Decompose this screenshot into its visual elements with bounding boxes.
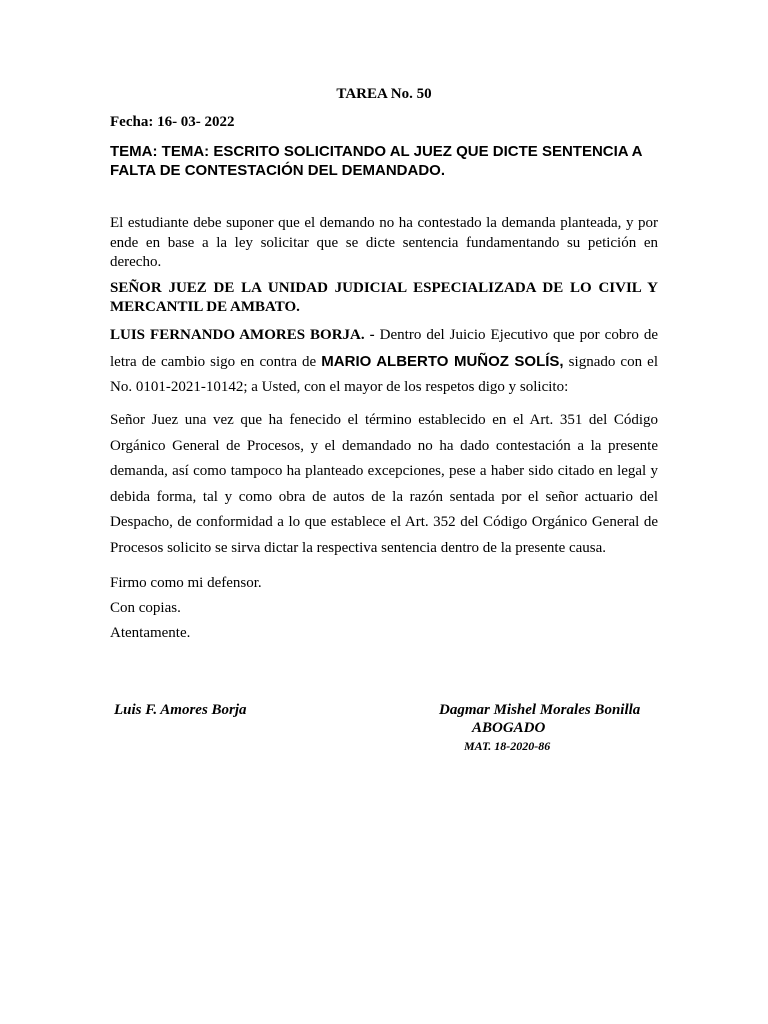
intro-paragraph: El estudiante debe suponer que el demando no ha contestado la demanda planteada, y por ende en base a la ley solicitar que se dicte sentencia fundamentando su petición en derecho.: [110, 215, 658, 270]
addressee-heading: SEÑOR JUEZ DE LA UNIDAD JUDICIAL ESPECIALIZADA DE LO CIVIL Y MERCANTIL DE AMBATO.: [110, 280, 658, 315]
topic-heading: TEMA: TEMA: ESCRITO SOLICITANDO AL JUEZ QUE DICTE SENTENCIA A FALTA DE CONTESTACIÓN DEL DEMANDADO.: [110, 143, 642, 179]
signature-right-name: Dagmar Mishel Morales Bonilla: [439, 702, 641, 718]
signature-right-title: ABOGADO: [472, 720, 546, 736]
petition-text-b: signado con el No. 0101-2021-10142; a Usted, con el mayor de los respetos digo y solicito:: [110, 353, 658, 395]
closing-line-defensor: Firmo como mi defensor.: [110, 575, 262, 591]
closing-line-copias: Con copias.: [110, 600, 181, 616]
document-title: TAREA No. 50: [336, 86, 432, 102]
closing-line-atentamente: Atentamente.: [110, 625, 191, 641]
closing-block: [110, 571, 262, 646]
defendant-name: MARIO ALBERTO MUÑOZ SOLÍS,: [321, 352, 564, 370]
signature-right-registration: MAT. 18-2020-86: [464, 739, 551, 753]
signature-left-name: Luis F. Amores Borja: [114, 702, 247, 718]
request-paragraph: Señor Juez una vez que ha fenecido el término establecido en el Art. 351 del Código Orgánico General de Procesos, y el demandado no ha dado contestación a la presente demanda, así como tampoco ha planteado excepciones, pese a haber sido citado en legal y debida forma, tal y como obra de autos de la razón sentada por el señor actuario del Despacho, de conformidad a lo que establece el Art. 352 del Código Orgánico General de Procesos solicito se sirva dictar la respectiva sentencia dentro de la presente causa.: [110, 412, 658, 556]
plaintiff-name: LUIS FERNANDO AMORES BORJA. -: [110, 327, 375, 343]
petition-text-a: Dentro del Juicio Ejecutivo que por cobro de letra de cambio sigo en contra de: [110, 327, 658, 370]
date-line: Fecha: 16- 03- 2022: [110, 114, 235, 130]
petition-paragraph: [110, 323, 658, 401]
